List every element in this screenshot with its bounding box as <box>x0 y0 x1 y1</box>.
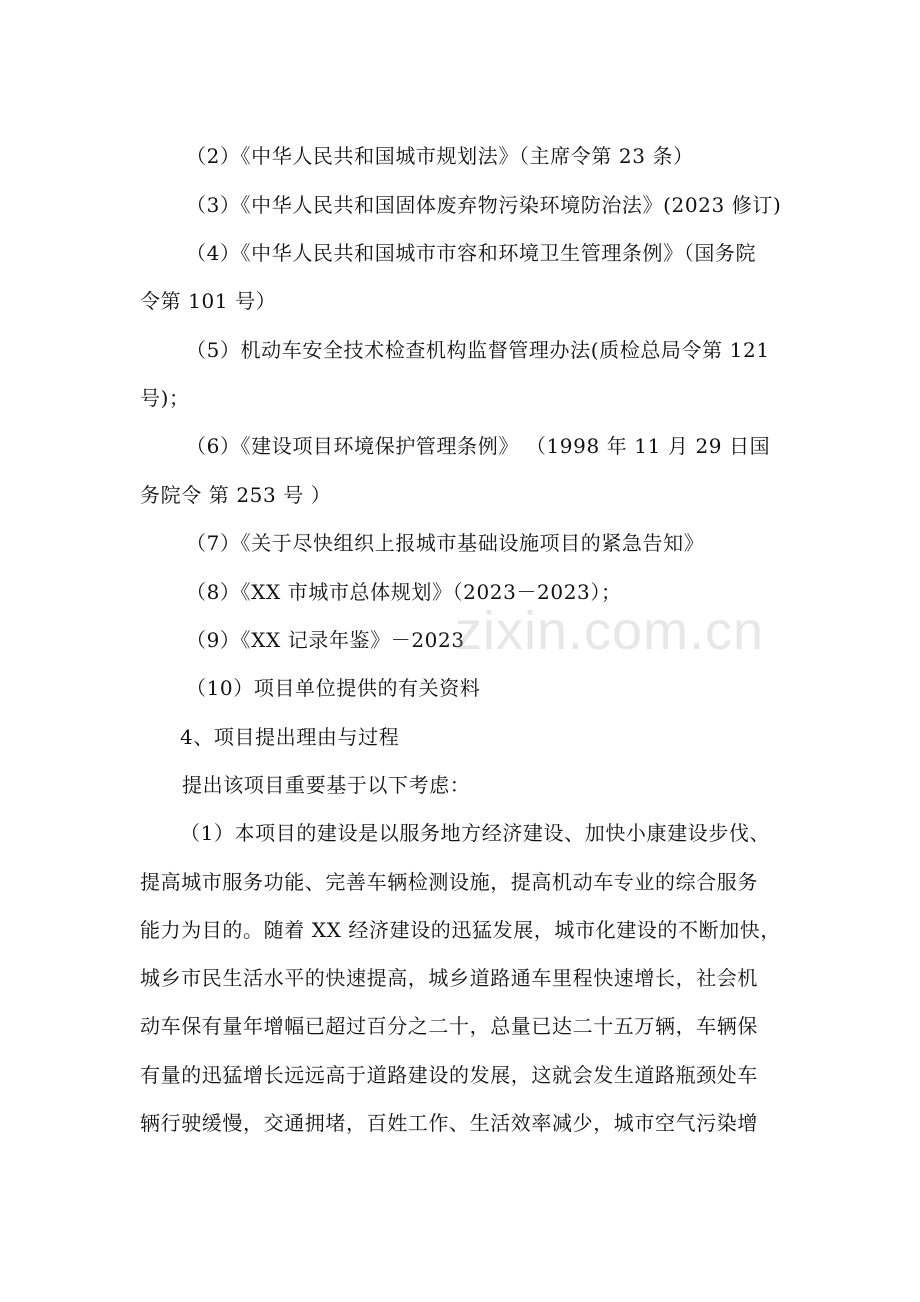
reference-item-5-continued: 号)； <box>140 386 190 410</box>
paragraph-line: 动车保有量年增幅已超过百分之二十，总量已达二十五万辆，车辆保 <box>140 1014 758 1038</box>
paragraph-line: 提高城市服务功能、完善车辆检测设施，提高机动车专业的综合服务 <box>140 870 758 894</box>
paragraph-intro: 提出该项目重要基于以下考虑： <box>182 773 471 797</box>
reference-item-5: （5）机动车安全技术检查机构监督管理办法(质检总局令第 121 <box>186 338 770 362</box>
paragraph-line: 有量的迅猛增长远远高于道路建设的发展，这就会发生道路瓶颈处车 <box>140 1063 758 1087</box>
reference-item-4-continued: 令第 101 号） <box>140 289 277 313</box>
paragraph-line: 城乡市民生活水平的快速提高，城乡道路通车里程快速增长，社会机 <box>140 966 758 990</box>
section-heading: 4、项目提出理由与过程 <box>180 725 400 749</box>
reference-item-6: （6）《建设项目环境保护管理条例》 （1998 年 11 月 29 日国 <box>186 434 771 458</box>
reference-item-9: （9）《XX 记录年鉴》－2023 <box>186 628 465 652</box>
reference-item-3: （3）《中华人民共和国固体废弃物污染环境防治法》(2023 修订) <box>186 193 782 217</box>
reference-item-4: （4）《中华人民共和国城市市容和环境卫生管理条例》（国务院 <box>186 241 757 265</box>
reference-item-2: （2）《中华人民共和国城市规划法》（主席令第 23 条） <box>186 144 694 168</box>
reference-item-10: （10）项目单位提供的有关资料 <box>186 676 481 700</box>
paragraph-line: （1）本项目的建设是以服务地方经济建设、加快小康建设步伐、 <box>180 821 771 845</box>
paragraph-line: 能力为目的。随着 XX 经济建设的迅猛发展，城市化建设的不断加快， <box>140 918 781 942</box>
watermark: zixin.com.cn <box>455 601 765 661</box>
reference-item-6-continued: 务院令 第 253 号 ） <box>140 483 332 507</box>
reference-item-7: （7）《关于尽快组织上报城市基础设施项目的紧急告知》 <box>186 531 705 555</box>
reference-item-8: （8）《XX 市城市总体规划》（2023－2023）； <box>186 580 622 604</box>
paragraph-line: 辆行驶缓慢，交通拥堵，百姓工作、生活效率减少，城市空气污染增 <box>140 1111 758 1135</box>
